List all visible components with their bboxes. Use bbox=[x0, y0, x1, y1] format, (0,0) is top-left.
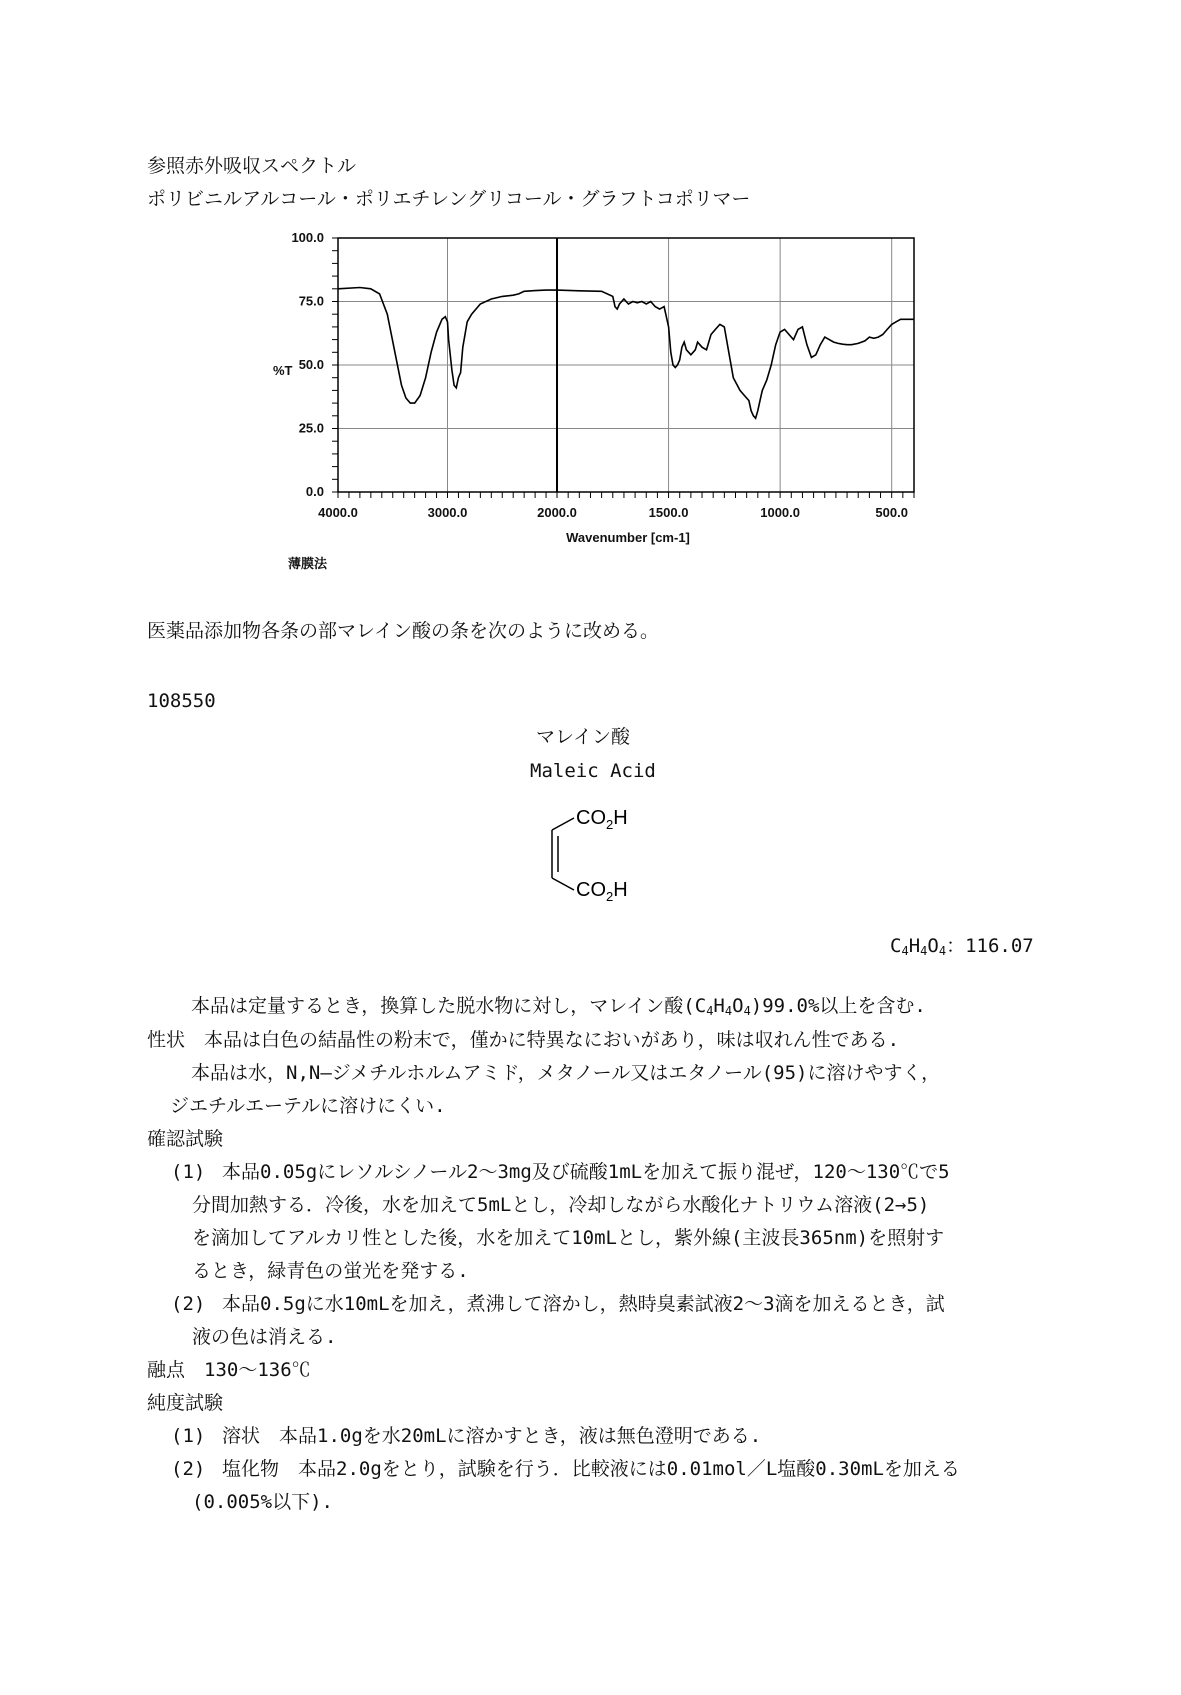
purity-item-2-number: (2) bbox=[171, 1458, 206, 1480]
bond-bottom bbox=[552, 878, 574, 890]
x-tick-label: 2000.0 bbox=[537, 505, 577, 520]
y-tick-label: 75.0 bbox=[298, 293, 324, 309]
substance-name: ポリビニルアルコール・ポリエチレングリコール・グラフトコポリマー bbox=[147, 188, 751, 210]
method-label: 薄膜法 bbox=[288, 556, 328, 571]
item-code: 108550 bbox=[147, 690, 216, 712]
compound-name-en: Maleic Acid bbox=[530, 760, 656, 782]
purity-item-1: 溶状 本品1.0gを水20mLに溶かすとき，液は無色澄明である. bbox=[222, 1425, 762, 1447]
y-tick-label: 100.0 bbox=[291, 230, 324, 245]
identification-item-1-line-2: 分間加熱する．冷後，水を加えて5mLとし，冷却しながら水酸化ナトリウム溶液(2→5) bbox=[192, 1194, 930, 1216]
melting-point: 融点 130～136℃ bbox=[147, 1359, 311, 1381]
identification-item-2-line-1: 本品0.5gに水10mLを加え，煮沸して溶かし，熱時臭素試液2～3滴を加えるとき，試 bbox=[222, 1293, 945, 1315]
y-tick-label: 25.0 bbox=[298, 420, 324, 436]
x-tick-label: 3000.0 bbox=[427, 505, 468, 520]
purity-heading: 純度試験 bbox=[147, 1392, 224, 1414]
y-tick-label: 50.0 bbox=[298, 357, 324, 372]
molecular-formula: $C_4H_4O_4$：116.07 bbox=[890, 935, 1034, 958]
identification-item-2-line-2: 液の色は消える. bbox=[192, 1326, 337, 1348]
carboxyl-top: $CO_2H$ bbox=[576, 807, 628, 832]
identification-item-1-line-3: を滴加してアルカリ性とした後，水を加えて10mLとし，紫外線(主波長365nm)を照射す bbox=[192, 1227, 945, 1249]
purity-item-2-line-1: 塩化物 本品2.0gをとり，試験を行う．比較液には0.01mol／L塩酸0.30mLを加える bbox=[222, 1458, 960, 1480]
content-statement: 本品は定量するとき，換算した脱水物に対し，マレイン酸$(C_4H_4O_4)99.0\%$以上を含む. bbox=[191, 995, 926, 1018]
ir-spectrum-chart bbox=[243, 228, 935, 576]
intro-text: 医薬品添加物各条の部マレイン酸の条を次のように改める。 bbox=[147, 620, 660, 642]
identification-item-2-number: (2) bbox=[171, 1293, 206, 1315]
description-line-3: ジエチルエーテルに溶けにくい. bbox=[170, 1095, 446, 1117]
compound-name-ja: マレイン酸 bbox=[536, 726, 631, 748]
purity-item-2-line-2: (0.005%以下). bbox=[192, 1491, 333, 1513]
description-line-1: 性状 本品は白色の結晶性の粉末で，僅かに特異なにおいがあり，味は収れん性である. bbox=[147, 1029, 900, 1051]
x-tick-label: 500.0 bbox=[875, 505, 908, 520]
x-tick-label: 1000.0 bbox=[760, 505, 801, 520]
identification-item-1-number: (1) bbox=[171, 1161, 206, 1183]
y-axis-label: %T bbox=[273, 363, 293, 378]
bond-top bbox=[552, 818, 574, 830]
x-tick-label: 1500.0 bbox=[648, 505, 689, 520]
y-tick-label: 0.0 bbox=[305, 484, 324, 499]
x-axis-label: Wavenumber [cm-1] bbox=[566, 530, 690, 545]
maleic-acid-structure bbox=[538, 798, 638, 910]
x-tick-label: 4000.0 bbox=[318, 505, 358, 520]
spectrum-title: 参照赤外吸収スペクトル bbox=[147, 155, 357, 177]
description-line-2: 本品は水，N,N—ジメチルホルムアミド，メタノール又はエタノール(95)に溶けやすく， bbox=[191, 1062, 941, 1084]
identification-item-1-line-4: るとき，緑青色の蛍光を発する. bbox=[192, 1260, 469, 1282]
carboxyl-bottom: $CO_2H$ bbox=[576, 879, 628, 904]
identification-item-1-line-1: 本品0.05gにレソルシノール2～3mg及び硫酸1mLを加えて振り混ぜ，120～130℃で5 bbox=[222, 1161, 950, 1183]
purity-item-1-number: (1) bbox=[171, 1425, 206, 1447]
identification-heading: 確認試験 bbox=[147, 1128, 224, 1150]
